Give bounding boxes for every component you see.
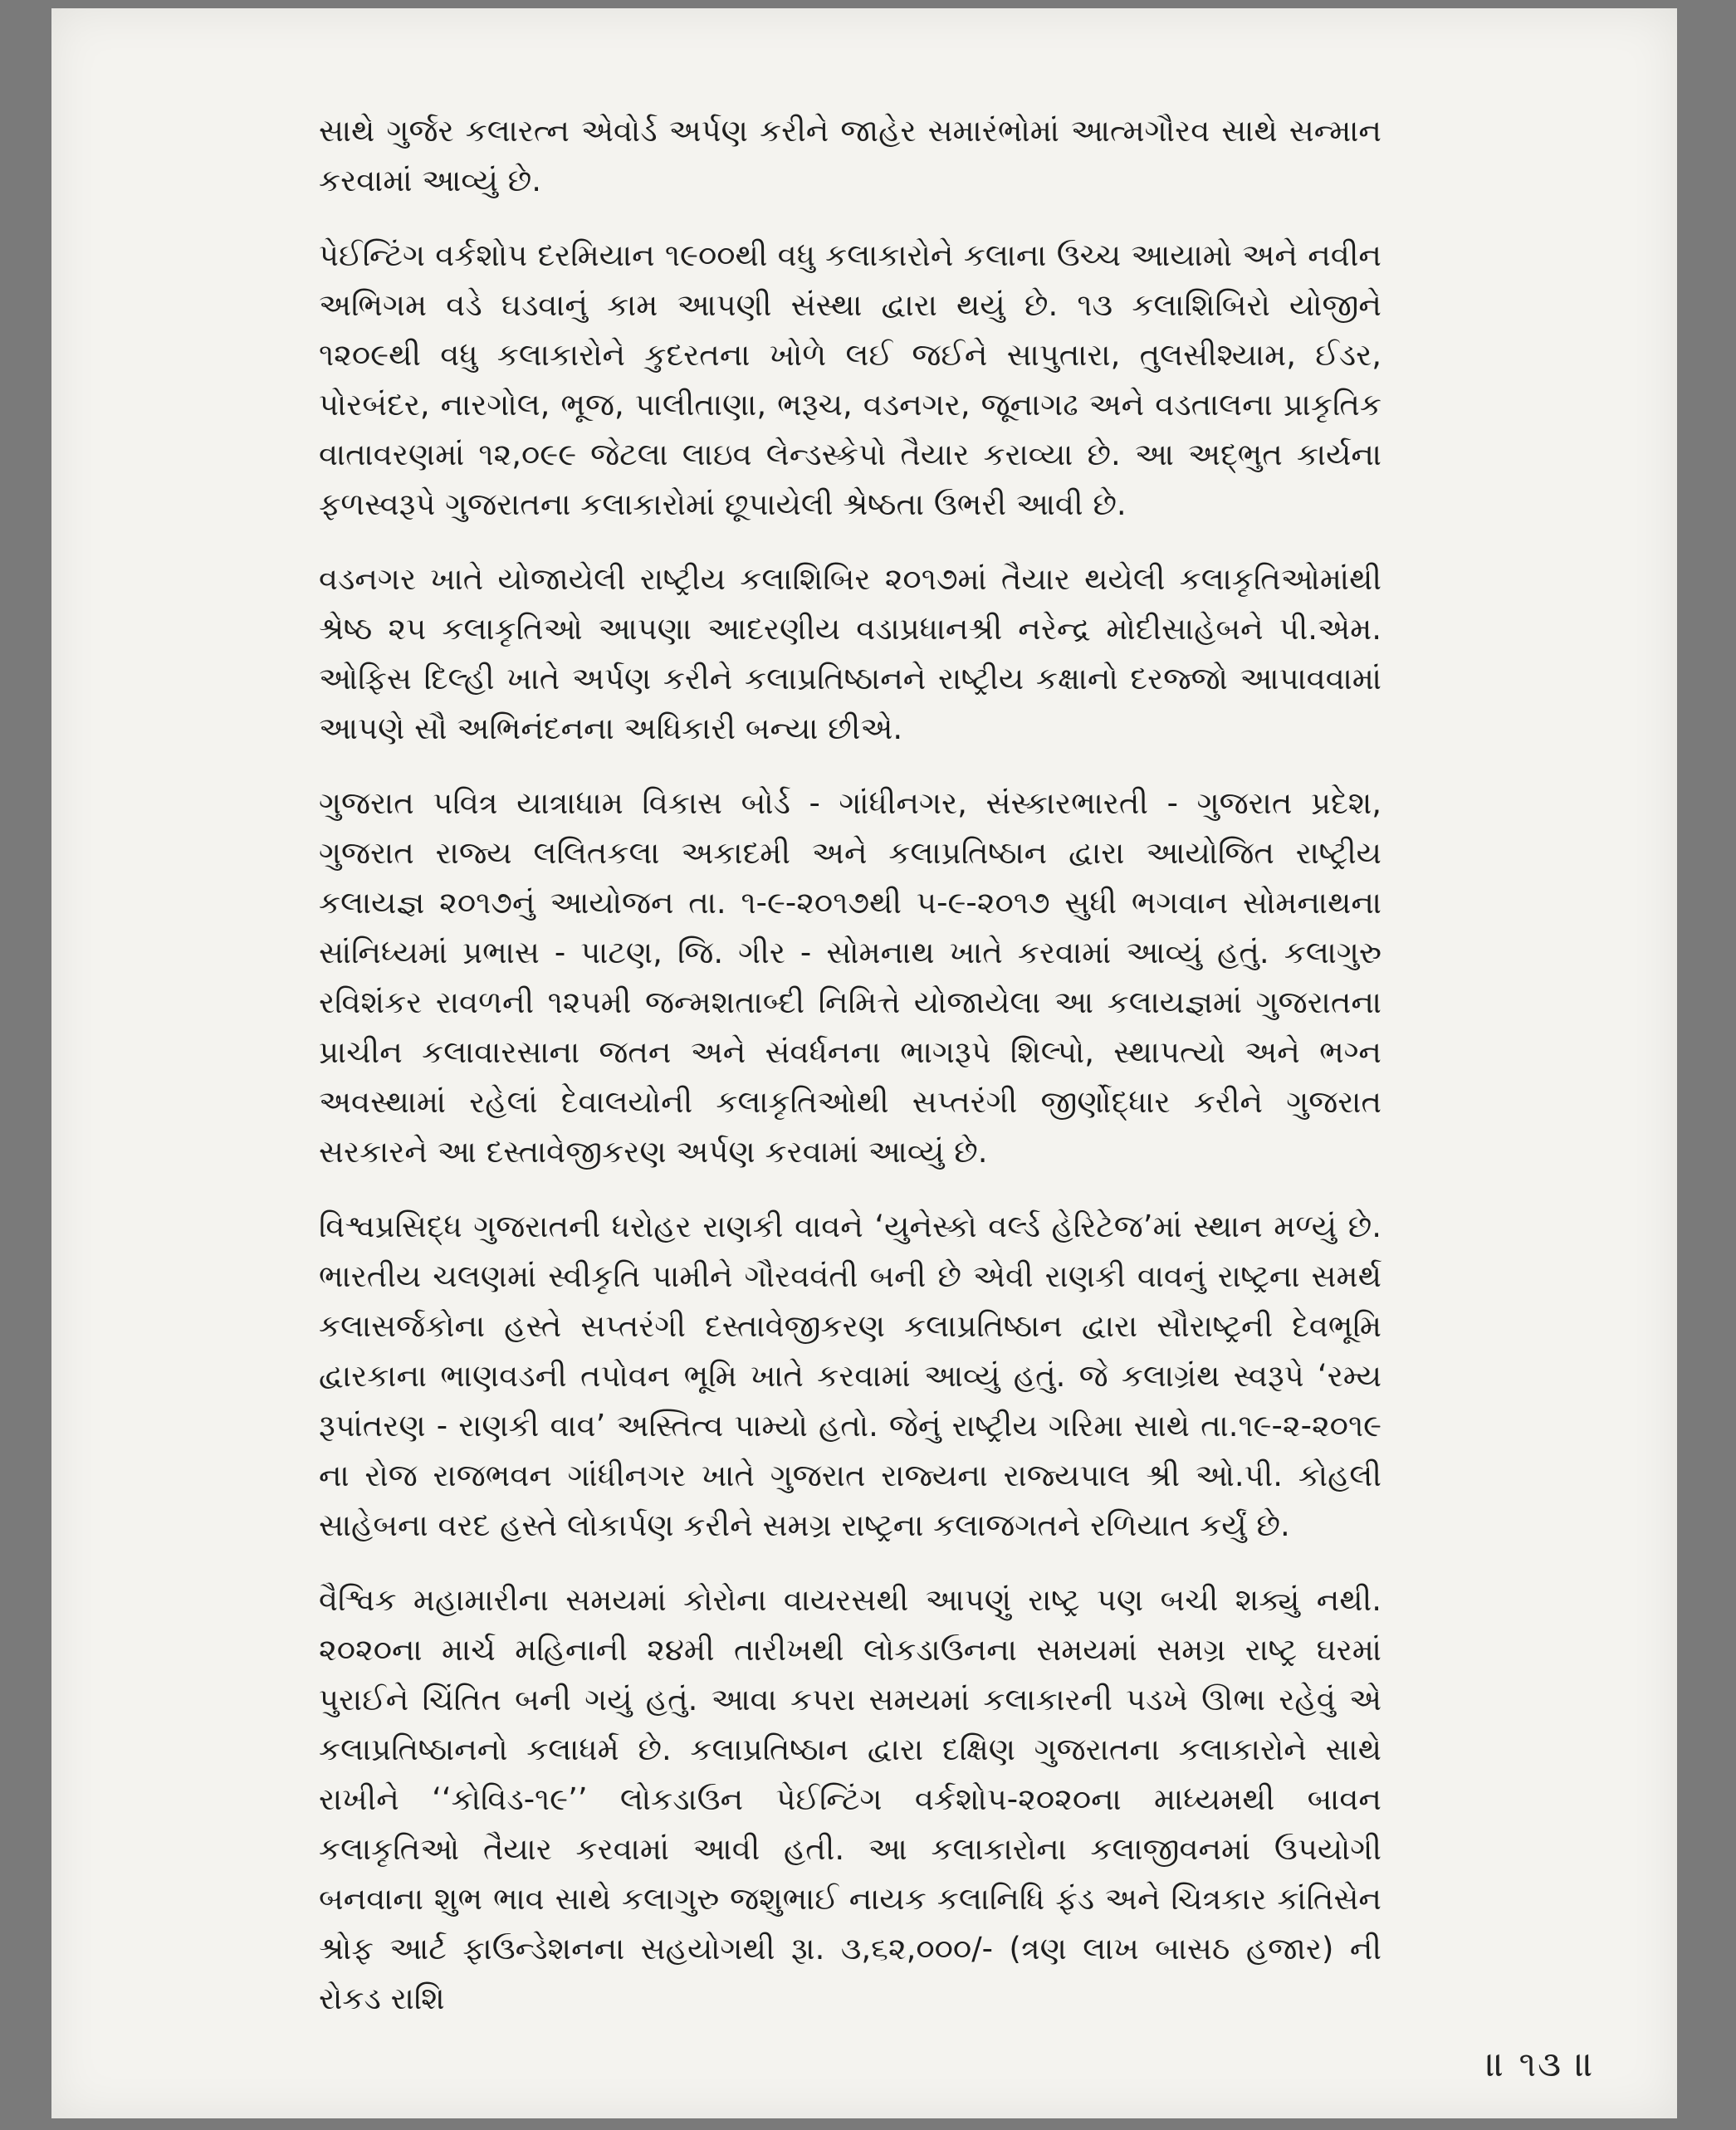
paragraph-covid-workshop: વૈશ્વિક મહામારીના સમયમાં કોરોના વાયરસથી આપણું રાષ્ટ્ર પણ બચી શક્યું નથી. ૨૦૨૦ના માર્ચ મહિનાની ૨૪મી તારીખથી લોકડાઉનના સમયમાં સમગ્ર રાષ્ટ્ર ઘરમાં પુરાઈને ચિંતિત બની ગયું હતું. આવા કપરા સમયમાં કલાકારની પડખે ઊભા રહેવું એ કલાપ્રતિષ્ઠાનનો કલાધર્મ છે. કલાપ્રતિષ્ઠાન દ્વારા દક્ષિણ ગુજરાતના કલાકારોને સાથે રાખીને ‘‘કોવિડ-૧૯’’ લોકડાઉન પેઈન્ટિંગ વર્કશોપ-૨૦૨૦ના માધ્યમથી બાવન કલાકૃતિઓ તૈયાર કરવામાં આવી હતી. આ કલાકારોના કલાજીવનમાં ઉપયોગી બનવાના શુભ ભાવ સાથે કલાગુરુ જશુભાઈ નાયક કલાનિધિ ફંડ અને ચિત્રકાર કાંતિસેન શ્રોફ આર્ટ ફાઉન્ડેશનના સહયોગથી રૂા. ૩,૬૨,૦૦૦/- (ત્રણ લાખ બાસઠ હજાર) ની રોકડ રાશિ (319, 1582, 1381, 2016)
paragraph-kalayagna: ગુજરાત પવિત્ર યાત્રાધામ વિકાસ બોર્ડ - ગાંધીનગર, સંસ્કારભારતી - ગુજરાત પ્રદેશ, ગુજરાત રાજ્ય લલિતકલા અકાદમી અને કલાપ્રતિષ્ઠાન દ્વારા આયોજિત રાષ્ટ્રીય કલાયજ્ઞ ૨૦૧૭નું આયોજન તા. ૧-૯-૨૦૧૭થી ૫-૯-૨૦૧૭ સુધી ભગવાન સોમનાથના સાંનિધ્યમાં પ્રભાસ - પાટણ, જિ. ગીર - સોમનાથ ખાતે કરવામાં આવ્યું હતું. કલાગુરુ રવિશંકર રાવળની ૧૨૫મી જન્મશતાબ્દી નિમિત્તે યોજાયેલા આ કલાયજ્ઞમાં ગુજરાતના પ્રાચીન કલાવારસાના જતન અને સંવર્ધનના ભાગરૂપે શિલ્પો, સ્થાપત્યો અને ભગ્ન અવસ્થામાં રહેલાં દેવાલયોની કલાકૃતિઓથી સપ્તરંગી જીર્ણોદ્ધાર કરીને ગુજરાત સરકારને આ દસ્તાવેજીકરણ અર્પણ કરવામાં આવ્યું છે. (319, 785, 1381, 1170)
page-number: ॥ ૧૩ ॥ (1486, 2044, 1596, 2084)
paragraph-painting-workshop: પેઈન્ટિંગ વર્કશોપ દરમિયાન ૧૯૦૦થી વધુ કલાકારોને કલાના ઉચ્ચ આયામો અને નવીન અભિગમ વડે ઘડવાનું કામ આપણી સંસ્થા દ્વારા થયું છે. ૧૩ કલાશિબિરો યોજીને ૧૨૦૯થી વધુ કલાકારોને કુદરતના ખોળે લઈ જઈને સાપુતારા, તુલસીશ્યામ, ઈડર, પોરબંદર, નારગોલ, ભૂજ, પાલીતાણા, ભરૂચ, વડનગર, જૂનાગઢ અને વડતાલના પ્રાકૃતિક વાતાવરણમાં ૧૨,૦૯૯ જેટલા લાઇવ લેન્ડસ્કેપો તૈયાર કરાવ્યા છે. આ અદ્ભુત કાર્યના ફળસ્વરૂપે ગુજરાતના કલાકારોમાં છૂપાયેલી શ્રેષ્ઠતા ઉભરી આવી છે. (319, 237, 1381, 522)
paragraph-award: સાથે ગુર્જર કલારત્ન એવોર્ડ અર્પણ કરીને જાહેર સમારંભોમાં આત્મગૌરવ સાથે સન્માન કરવામાં આવ્યું છે. (319, 113, 1381, 198)
paragraph-rani-ki-vav: વિશ્વપ્રસિદ્ધ ગુજરાતની ધરોહર રાણકી વાવને ‘યુનેસ્કો વર્લ્ડ હેરિટેજ’માં સ્થાન મળ્યું છે. ભારતીય ચલણમાં સ્વીકૃતિ પામીને ગૌરવવંતી બની છે એવી રાણકી વાવનું રાષ્ટ્રના સમર્થ કલાસર્જકોના હસ્તે સપ્તરંગી દસ્તાવેજીકરણ કલાપ્રતિષ્ઠાન દ્વારા સૌરાષ્ટ્રની દેવભૂમિ દ્વારકાના ભાણવડની તપોવન ભૂમિ ખાતે કરવામાં આવ્યું હતું. જે કલાગ્રંથ સ્વરૂપે ‘રમ્ય રૂપાંતરણ - રાણકી વાવ’ અસ્તિત્વ પામ્યો હતો. જેનું રાષ્ટ્રીય ગરિમા સાથે તા.૧૯-૨-૨૦૧૯ ના રોજ રાજભવન ગાંધીનગર ખાતે ગુજરાત રાજ્યના રાજ્યપાલ શ્રી ઓ.પી. કોહલી સાહેબના વરદ હસ્તે લોકાર્પણ કરીને સમગ્ર રાષ્ટ્રના કલાજગતને રળિયાત કર્યું છે. (319, 1209, 1381, 1543)
body-text (319, 106, 1381, 2049)
paragraph-vadnagar-camp: વડનગર ખાતે યોજાયેલી રાષ્ટ્રીય કલાશિબિર ૨૦૧૭માં તૈયાર થયેલી કલાકૃતિઓમાંથી શ્રેષ્ઠ ૨૫ કલાકૃતિઓ આપણા આદરણીય વડાપ્રધાનશ્રી નરેન્દ્ર મોદીસાહેબને પી.એમ. ઓફિસ દિલ્હી ખાતે અર્પણ કરીને કલાપ્રતિષ્ઠાનને રાષ્ટ્રીય કક્ષાનો દરજ્જો આપાવવામાં આપણે સૌ અભિનંદનના અધિકારી બન્યા છીએ. (319, 561, 1381, 746)
